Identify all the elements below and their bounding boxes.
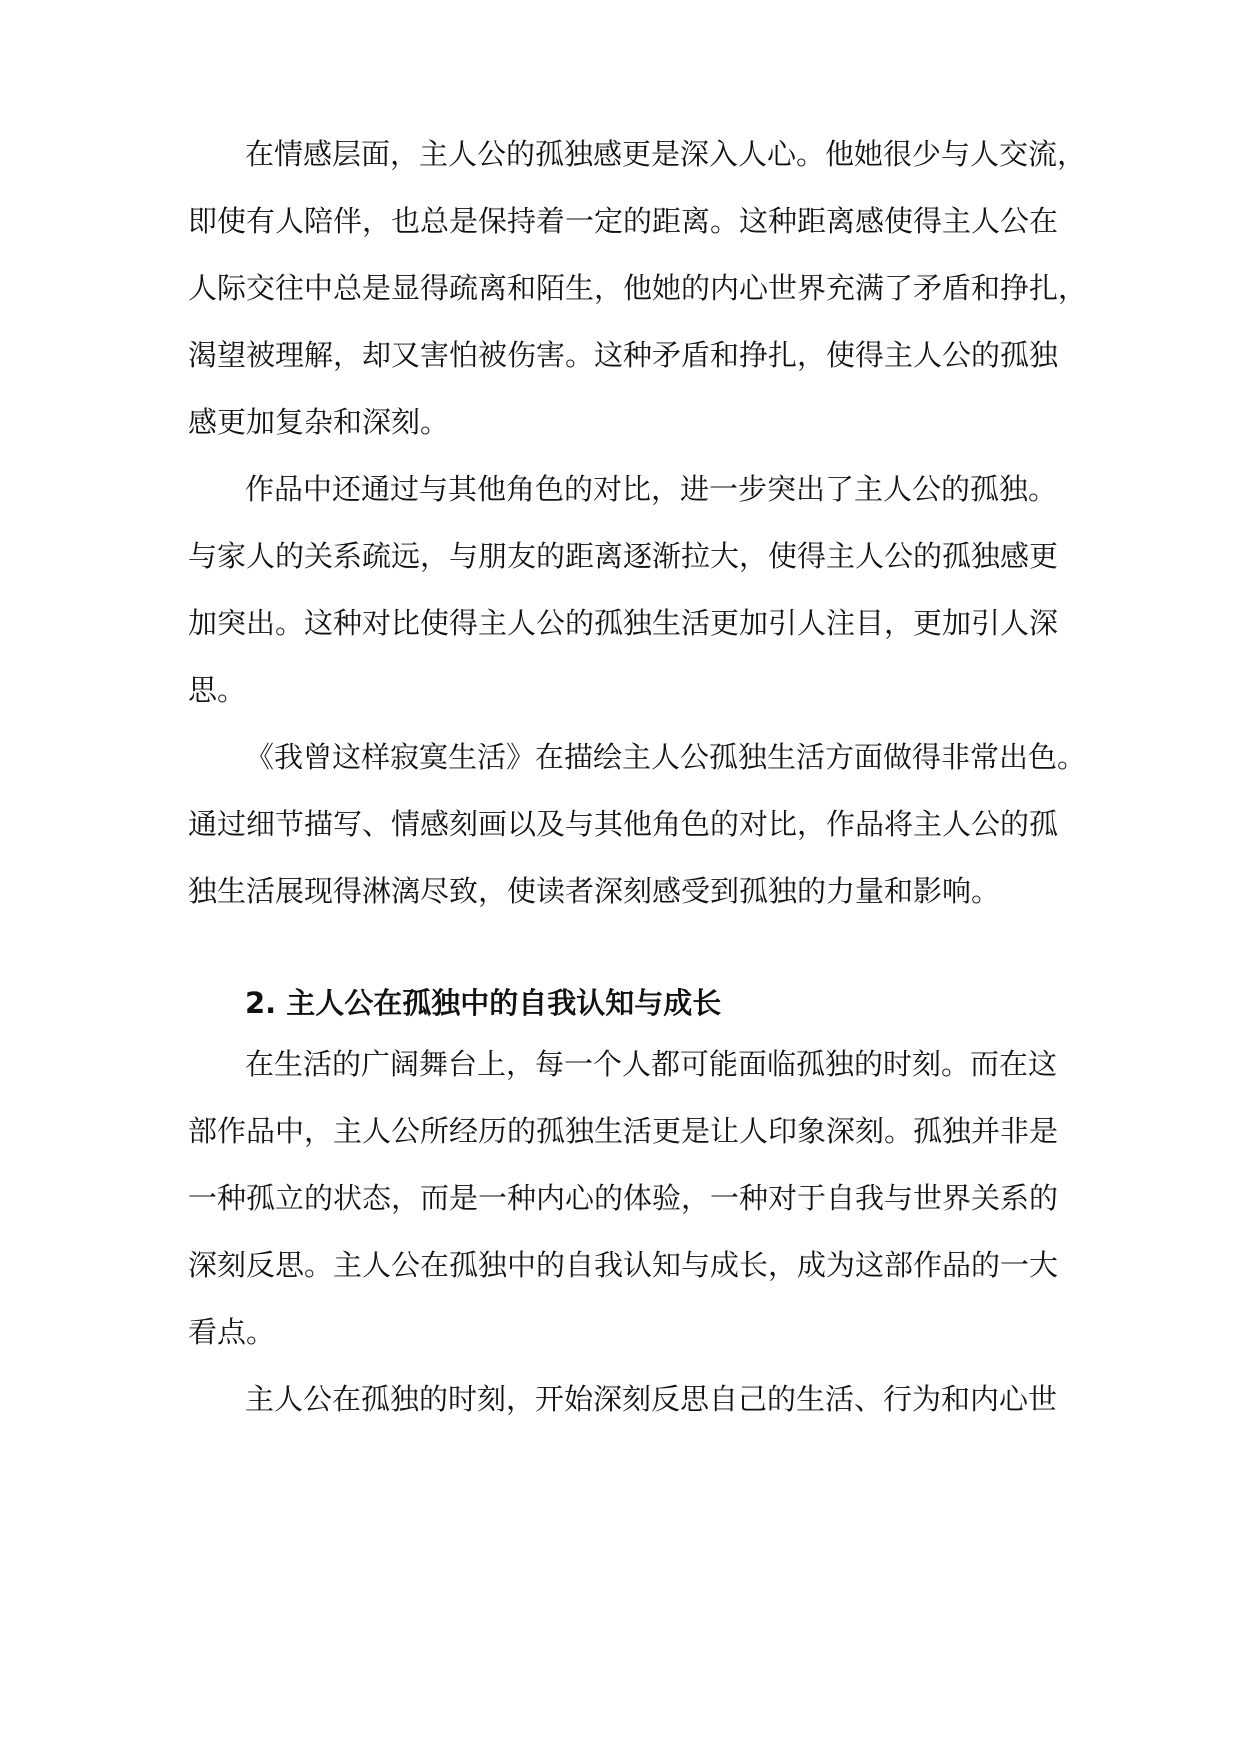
paragraph-2-line-4: 思。 <box>188 673 247 707</box>
paragraph-5-line-1: 主人公在孤独的时刻，开始深刻反思自己的生活、行为和内心世 <box>245 1382 1058 1416</box>
paragraph-4-line-2: 部作品中，主人公所经历的孤独生活更是让人印象深刻。孤独并非是 <box>188 1114 1059 1148</box>
paragraph-4-line-1: 在生活的广阔舞台上，每一个人都可能面临孤独的时刻。而在这 <box>245 1047 1058 1081</box>
paragraph-3-line-1: 《我曾这样寂寞生活》在描绘主人公孤独生活方面做得非常出色。 <box>245 740 1087 774</box>
paragraph-3-line-3: 独生活展现得淋漓尽致，使读者深刻感受到孤独的力量和影响。 <box>188 874 1001 908</box>
paragraph-4-line-4: 深刻反思。主人公在孤独中的自我认知与成长，成为这部作品的一大 <box>188 1248 1059 1282</box>
paragraph-1-line-2: 即使有人陪伴，也总是保持着一定的距离。这种距离感使得主人公在 <box>188 204 1059 238</box>
paragraph-1-line-3: 人际交往中总是显得疏离和陌生，他她的内心世界充满了矛盾和挣扎， <box>188 271 1088 305</box>
paragraph-4-line-3: 一种孤立的状态，而是一种内心的体验，一种对于自我与世界关系的 <box>188 1181 1059 1215</box>
paragraph-4-line-5: 看点。 <box>188 1315 276 1349</box>
paragraph-2-line-1: 作品中还通过与其他角色的对比，进一步突出了主人公的孤独。 <box>245 472 1058 506</box>
paragraph-1-line-4: 渴望被理解，却又害怕被伤害。这种矛盾和挣扎，使得主人公的孤独 <box>188 338 1059 372</box>
paragraph-3-line-2: 通过细节描写、情感刻画以及与其他角色的对比，作品将主人公的孤 <box>188 807 1059 841</box>
paragraph-2-line-3: 加突出。这种对比使得主人公的孤独生活更加引人注目，更加引人深 <box>188 606 1059 640</box>
section-heading: 2. 主人公在孤独中的自我认知与成长 <box>245 986 722 1020</box>
paragraph-1-line-1: 在情感层面，主人公的孤独感更是深入人心。他她很少与人交流， <box>245 137 1087 171</box>
paragraph-1-line-5: 感更加复杂和深刻。 <box>188 405 450 439</box>
paragraph-2-line-2: 与家人的关系疏远，与朋友的距离逐渐拉大，使得主人公的孤独感更 <box>188 539 1059 573</box>
